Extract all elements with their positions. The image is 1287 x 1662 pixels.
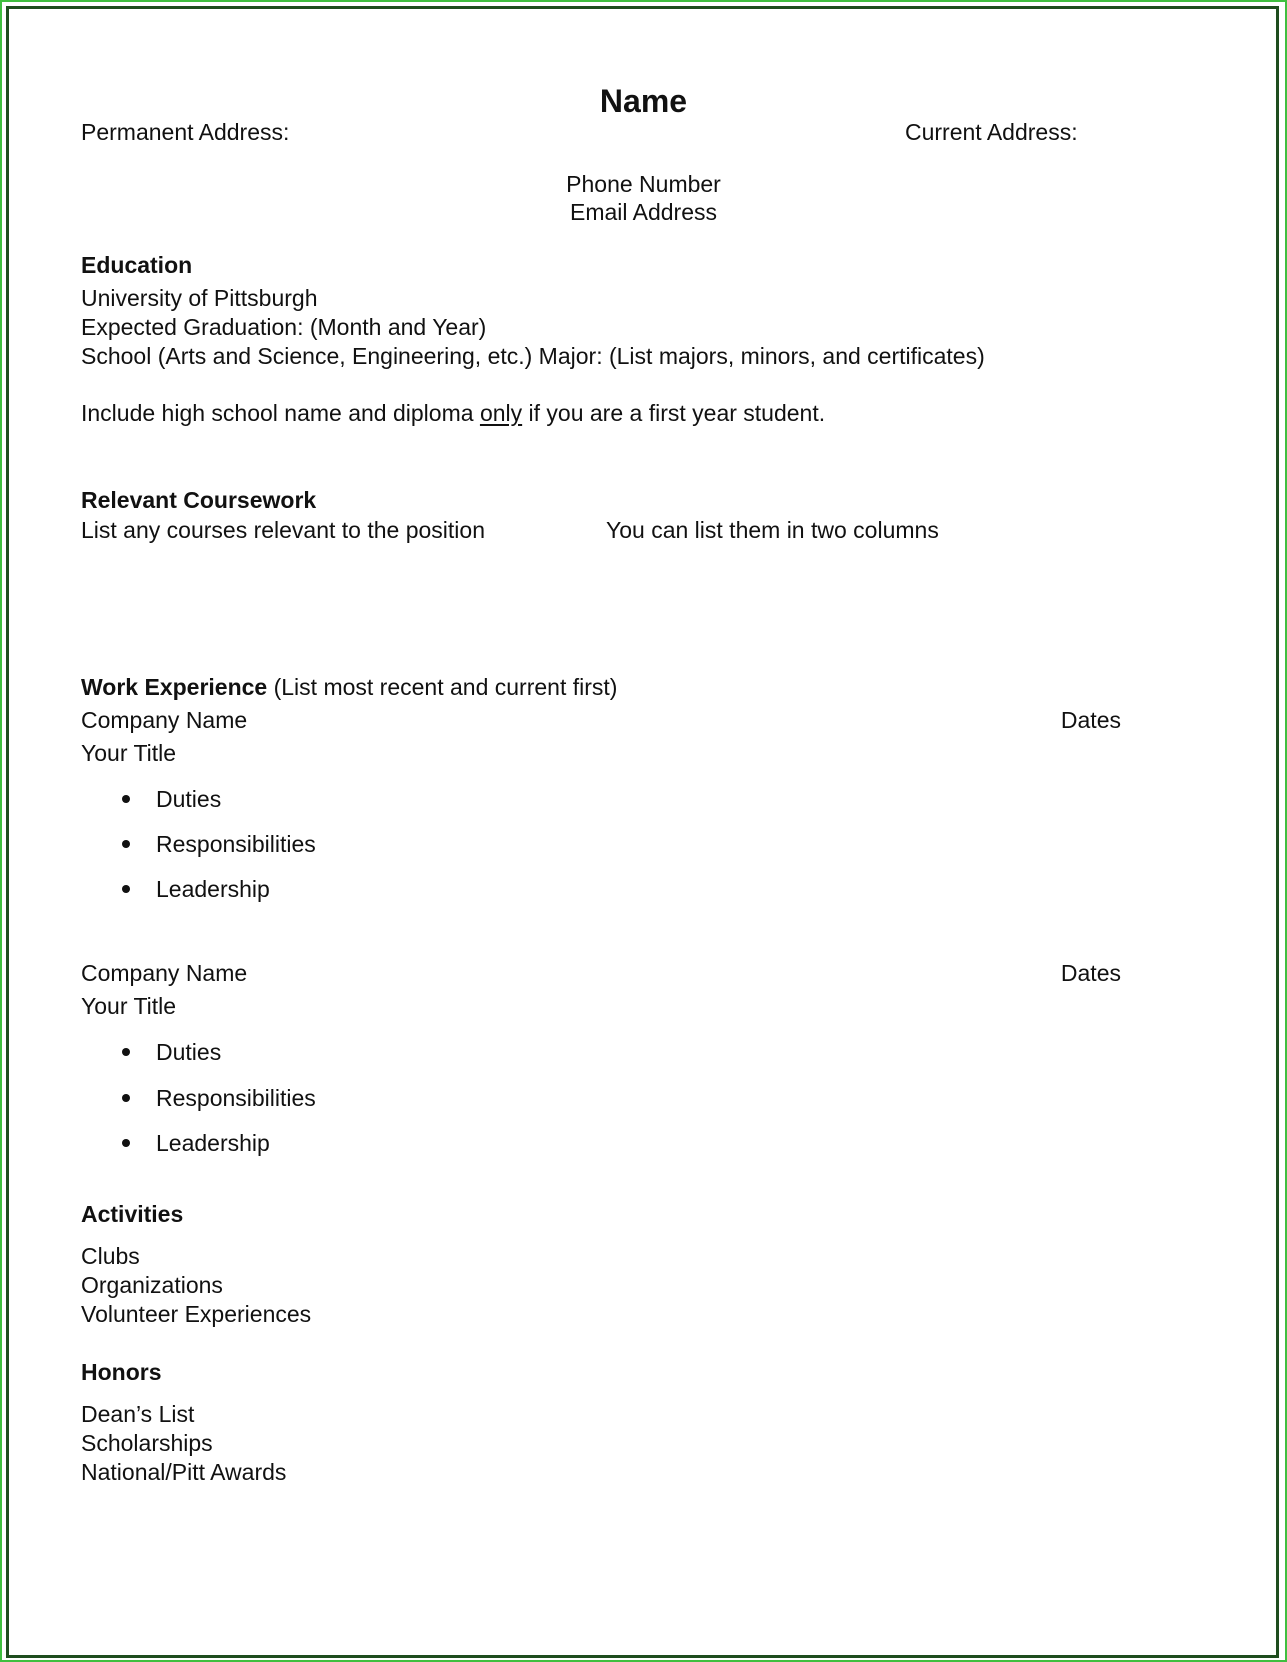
job-1-bullet-2: Responsibilities [156, 831, 316, 857]
current-address-label: Current Address: [905, 119, 1078, 145]
honors-item-3: National/Pitt Awards [81, 1459, 287, 1485]
activities-heading: Activities [81, 1201, 184, 1227]
work-heading-note: (List most recent and current first) [267, 674, 618, 700]
job-2-company: Company Name [81, 960, 248, 986]
education-university: University of Pittsburgh [81, 285, 318, 311]
bullet-icon [122, 795, 130, 803]
work-heading: Work Experience [81, 674, 268, 700]
bullet-icon [122, 885, 130, 893]
activities-item-3: Volunteer Experiences [81, 1301, 312, 1327]
job-2-bullet-2: Responsibilities [156, 1085, 316, 1111]
activities-item-2: Organizations [81, 1272, 223, 1298]
work-heading-line [81, 673, 617, 701]
job-1-bullet-1: Duties [156, 786, 222, 812]
education-graduation: Expected Graduation: (Month and Year) [81, 314, 487, 340]
job-1-company: Company Name [81, 707, 248, 733]
honors-heading: Honors [81, 1359, 162, 1385]
education-note-before: Include high school name and diploma [81, 400, 480, 426]
resume-name: Name [599, 83, 688, 119]
bullet-icon [122, 1139, 130, 1147]
email-address: Email Address [569, 199, 717, 225]
education-heading: Education [81, 252, 193, 278]
education-note-after: if you are a first year student. [522, 400, 826, 426]
job-1-bullet-3: Leadership [156, 876, 270, 902]
education-note-emphasis: only [479, 400, 523, 426]
bullet-icon [122, 840, 130, 848]
coursework-column-2: You can list them in two columns [606, 517, 939, 543]
coursework-column-1: List any courses relevant to the position [81, 517, 486, 543]
coursework-heading: Relevant Coursework [81, 487, 317, 513]
activities-item-1: Clubs [81, 1243, 140, 1269]
bullet-icon [122, 1094, 130, 1102]
honors-item-1: Dean’s List [81, 1401, 195, 1427]
job-2-bullet-1: Duties [156, 1039, 222, 1065]
job-1-title: Your Title [81, 740, 177, 766]
honors-item-2: Scholarships [81, 1430, 213, 1456]
phone-number: Phone Number [566, 171, 721, 197]
permanent-address-label: Permanent Address: [81, 119, 290, 145]
job-2-bullet-3: Leadership [156, 1130, 270, 1156]
job-2-title: Your Title [81, 993, 177, 1019]
education-school-major: School (Arts and Science, Engineering, etc.) Major: (List majors, minors, and certificates) [81, 343, 985, 369]
job-1-dates: Dates [1060, 707, 1121, 733]
education-note [81, 399, 825, 427]
job-2-dates: Dates [1060, 960, 1121, 986]
bullet-icon [122, 1048, 130, 1056]
